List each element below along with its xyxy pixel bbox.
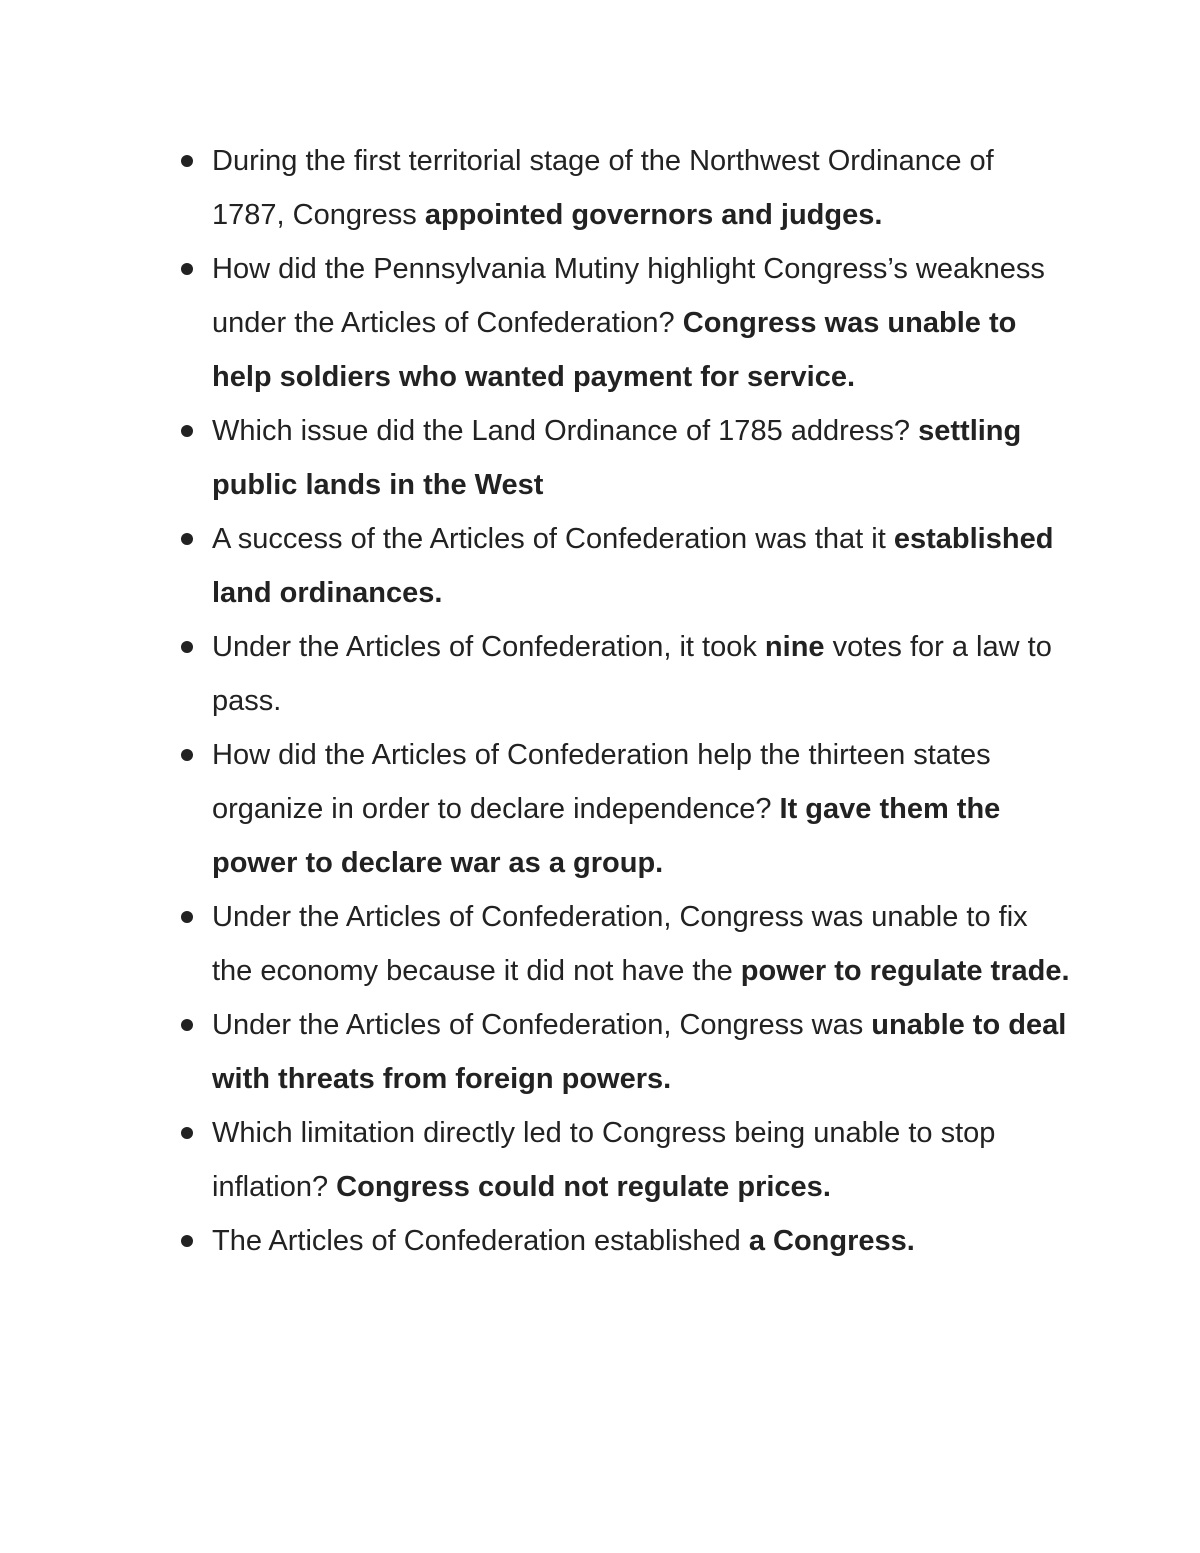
item-text: How did the Articles of Confederation help the thirteen states organize in order to declare independence? (212, 739, 991, 825)
item-text: A success of the Articles of Confederation was that it (212, 523, 894, 555)
bullet-icon (181, 263, 193, 275)
item-answer: nine (764, 631, 825, 663)
bullet-icon (181, 155, 193, 167)
list-item (212, 728, 1072, 890)
item-text: Which issue did the Land Ordinance of 1785 address? (212, 415, 919, 447)
list-item (212, 134, 1072, 242)
bullet-icon (181, 425, 193, 437)
list-item (212, 512, 1072, 620)
item-answer: appointed governors and judges. (424, 199, 883, 231)
item-text: votes for a law to pass. (212, 631, 1052, 717)
bullet-icon (181, 1019, 193, 1031)
list-item (212, 1214, 1072, 1268)
item-text: Under the Articles of Confederation, Congress was unable to fix the economy because it did not have the (212, 901, 1028, 987)
bullet-icon (181, 749, 193, 761)
item-answer: established land ordinances. (212, 523, 1054, 609)
list-item (212, 998, 1072, 1106)
item-answer: power to regulate trade. (740, 955, 1070, 987)
item-answer: unable to deal with threats from foreign powers. (212, 1009, 1067, 1095)
bullet-icon (181, 1127, 193, 1139)
bullet-icon (181, 533, 193, 545)
bullet-icon (181, 911, 193, 923)
item-text: Under the Articles of Confederation, it took (212, 631, 765, 663)
list-item (212, 242, 1072, 404)
bullet-icon (181, 641, 193, 653)
item-answer: Congress was unable to help soldiers who wanted payment for service. (212, 307, 1017, 393)
item-text: During the first territorial stage of the Northwest Ordinance of 1787, Congress (212, 145, 994, 231)
item-text: Which limitation directly led to Congress being unable to stop inflation? (212, 1117, 996, 1203)
item-text: Under the Articles of Confederation, Congress was (212, 1009, 872, 1041)
item-text: The Articles of Confederation established (212, 1225, 749, 1257)
bullet-icon (181, 1235, 193, 1247)
bullet-list (212, 134, 1072, 1268)
list-item (212, 1106, 1072, 1214)
list-item (212, 890, 1072, 998)
item-answer: Congress could not regulate prices. (336, 1171, 831, 1203)
item-answer: a Congress. (748, 1225, 915, 1257)
list-item (212, 404, 1072, 512)
item-answer: settling public lands in the West (212, 415, 1022, 501)
item-text: How did the Pennsylvania Mutiny highlight Congress’s weakness under the Articles of Confederation? (212, 253, 1045, 339)
list-item (212, 620, 1072, 728)
item-answer: It gave them the power to declare war as a group. (212, 793, 1001, 879)
